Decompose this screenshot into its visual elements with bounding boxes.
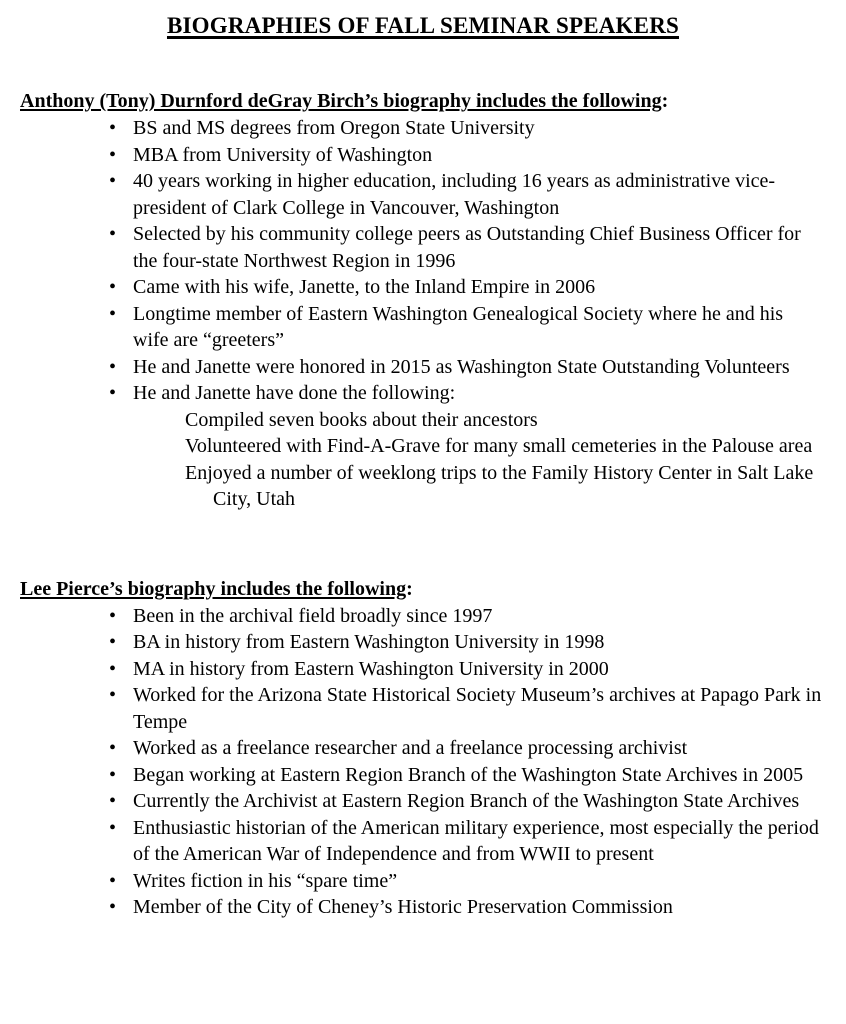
list-item: • Worked for the Arizona State Historical Society Museum’s archives at Papago Park in Tempe [20,682,826,735]
list-item: • Worked as a freelance researcher and a freelance processing archivist [20,735,826,762]
list-item: • BS and MS degrees from Oregon State University [20,115,826,142]
list-item: • Enthusiastic historian of the American military experience, most especially the period of the American War of Independence and from WWII to present [20,815,826,868]
list-item: • Longtime member of Eastern Washington Genealogical Society where he and his wife are “greeters” [20,301,826,354]
list-item: • Been in the archival field broadly since 1997 [20,603,826,630]
list-item: • BA in history from Eastern Washington University in 1998 [20,629,826,656]
list-item: • MA in history from Eastern Washington University in 2000 [20,656,826,683]
list-item: • Selected by his community college peers as Outstanding Chief Business Officer for the four-state Northwest Region in 1996 [20,221,826,274]
section-heading-lee-pierce [20,576,826,603]
section-anthony-birch [20,88,826,513]
list-item-text: He and Janette have done the following: [133,382,456,404]
list-item: • Began working at Eastern Region Branch of the Washington State Archives in 2005 [20,762,826,789]
section-heading-text: Anthony (Tony) Durnford deGray Birch’s biography includes the following [20,90,662,112]
list-item: • Currently the Archivist at Eastern Region Branch of the Washington State Archives [20,788,826,815]
section-heading-text: Lee Pierce’s biography includes the following [20,577,407,600]
bullet-list [20,115,826,513]
list-item: • Came with his wife, Janette, to the Inland Empire in 2006 [20,274,826,301]
sub-list-item: Enjoyed a number of weeklong trips to the Family History Center in Salt Lake City, Utah [185,461,814,510]
list-item: • Member of the City of Cheney’s Historic Preservation Commission [20,894,826,921]
list-item: • He and Janette were honored in 2015 as Washington State Outstanding Volunteers [20,354,826,381]
section-lee-pierce [20,576,826,921]
list-item: • MBA from University of Washington [20,142,826,169]
list-item: • 40 years working in higher education, including 16 years as administrative vice-president of Clark College in Vancouver, Washington [20,168,826,221]
section-heading-anthony-birch [20,88,826,115]
document-title: BIOGRAPHIES OF FALL SEMINAR SPEAKERS [166,13,679,38]
list-item: • Writes fiction in his “spare time” [20,868,826,895]
section-heading-colon: : [661,90,669,112]
sub-list-item: Compiled seven books about their ancestors [185,408,538,431]
section-heading-colon: : [406,577,413,600]
bullet-list [20,603,826,921]
list-item [20,380,826,513]
sub-list-item: Volunteered with Find-A-Grave for many small cemeteries in the Palouse area [185,435,813,457]
